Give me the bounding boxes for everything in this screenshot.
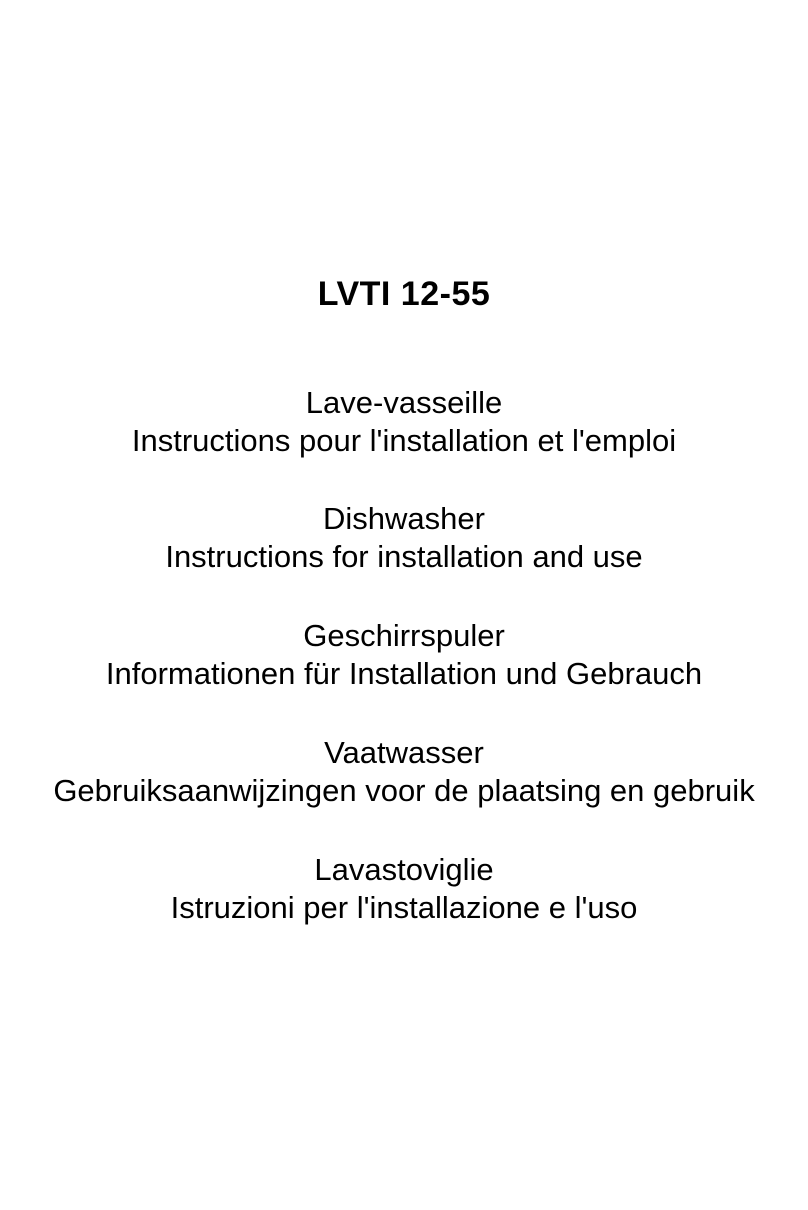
language-block-english xyxy=(0,500,808,576)
product-name-english: Dishwasher xyxy=(323,501,485,536)
product-name-french: Lave-vasseille xyxy=(305,385,503,420)
language-block-french xyxy=(0,384,808,460)
instructions-title-french: Instructions pour l'installation et l'emploi xyxy=(131,423,677,458)
product-name-italian: Lavastoviglie xyxy=(314,852,494,887)
instructions-title-german: Informationen für Installation und Gebrauch xyxy=(105,656,703,691)
language-block-italian xyxy=(0,851,808,927)
model-title: LVTI 12-55 xyxy=(317,275,491,313)
instructions-title-dutch: Gebruiksaanwijzingen voor de plaatsing en gebruik xyxy=(53,773,755,808)
instructions-title-italian: Istruzioni per l'installazione e l'uso xyxy=(170,890,638,925)
product-name-german: Geschirrspuler xyxy=(303,618,505,653)
product-name-dutch: Vaatwasser xyxy=(324,735,484,770)
language-block-dutch xyxy=(0,734,808,810)
language-block-german xyxy=(0,617,808,693)
instructions-title-english: Instructions for installation and use xyxy=(165,539,643,574)
